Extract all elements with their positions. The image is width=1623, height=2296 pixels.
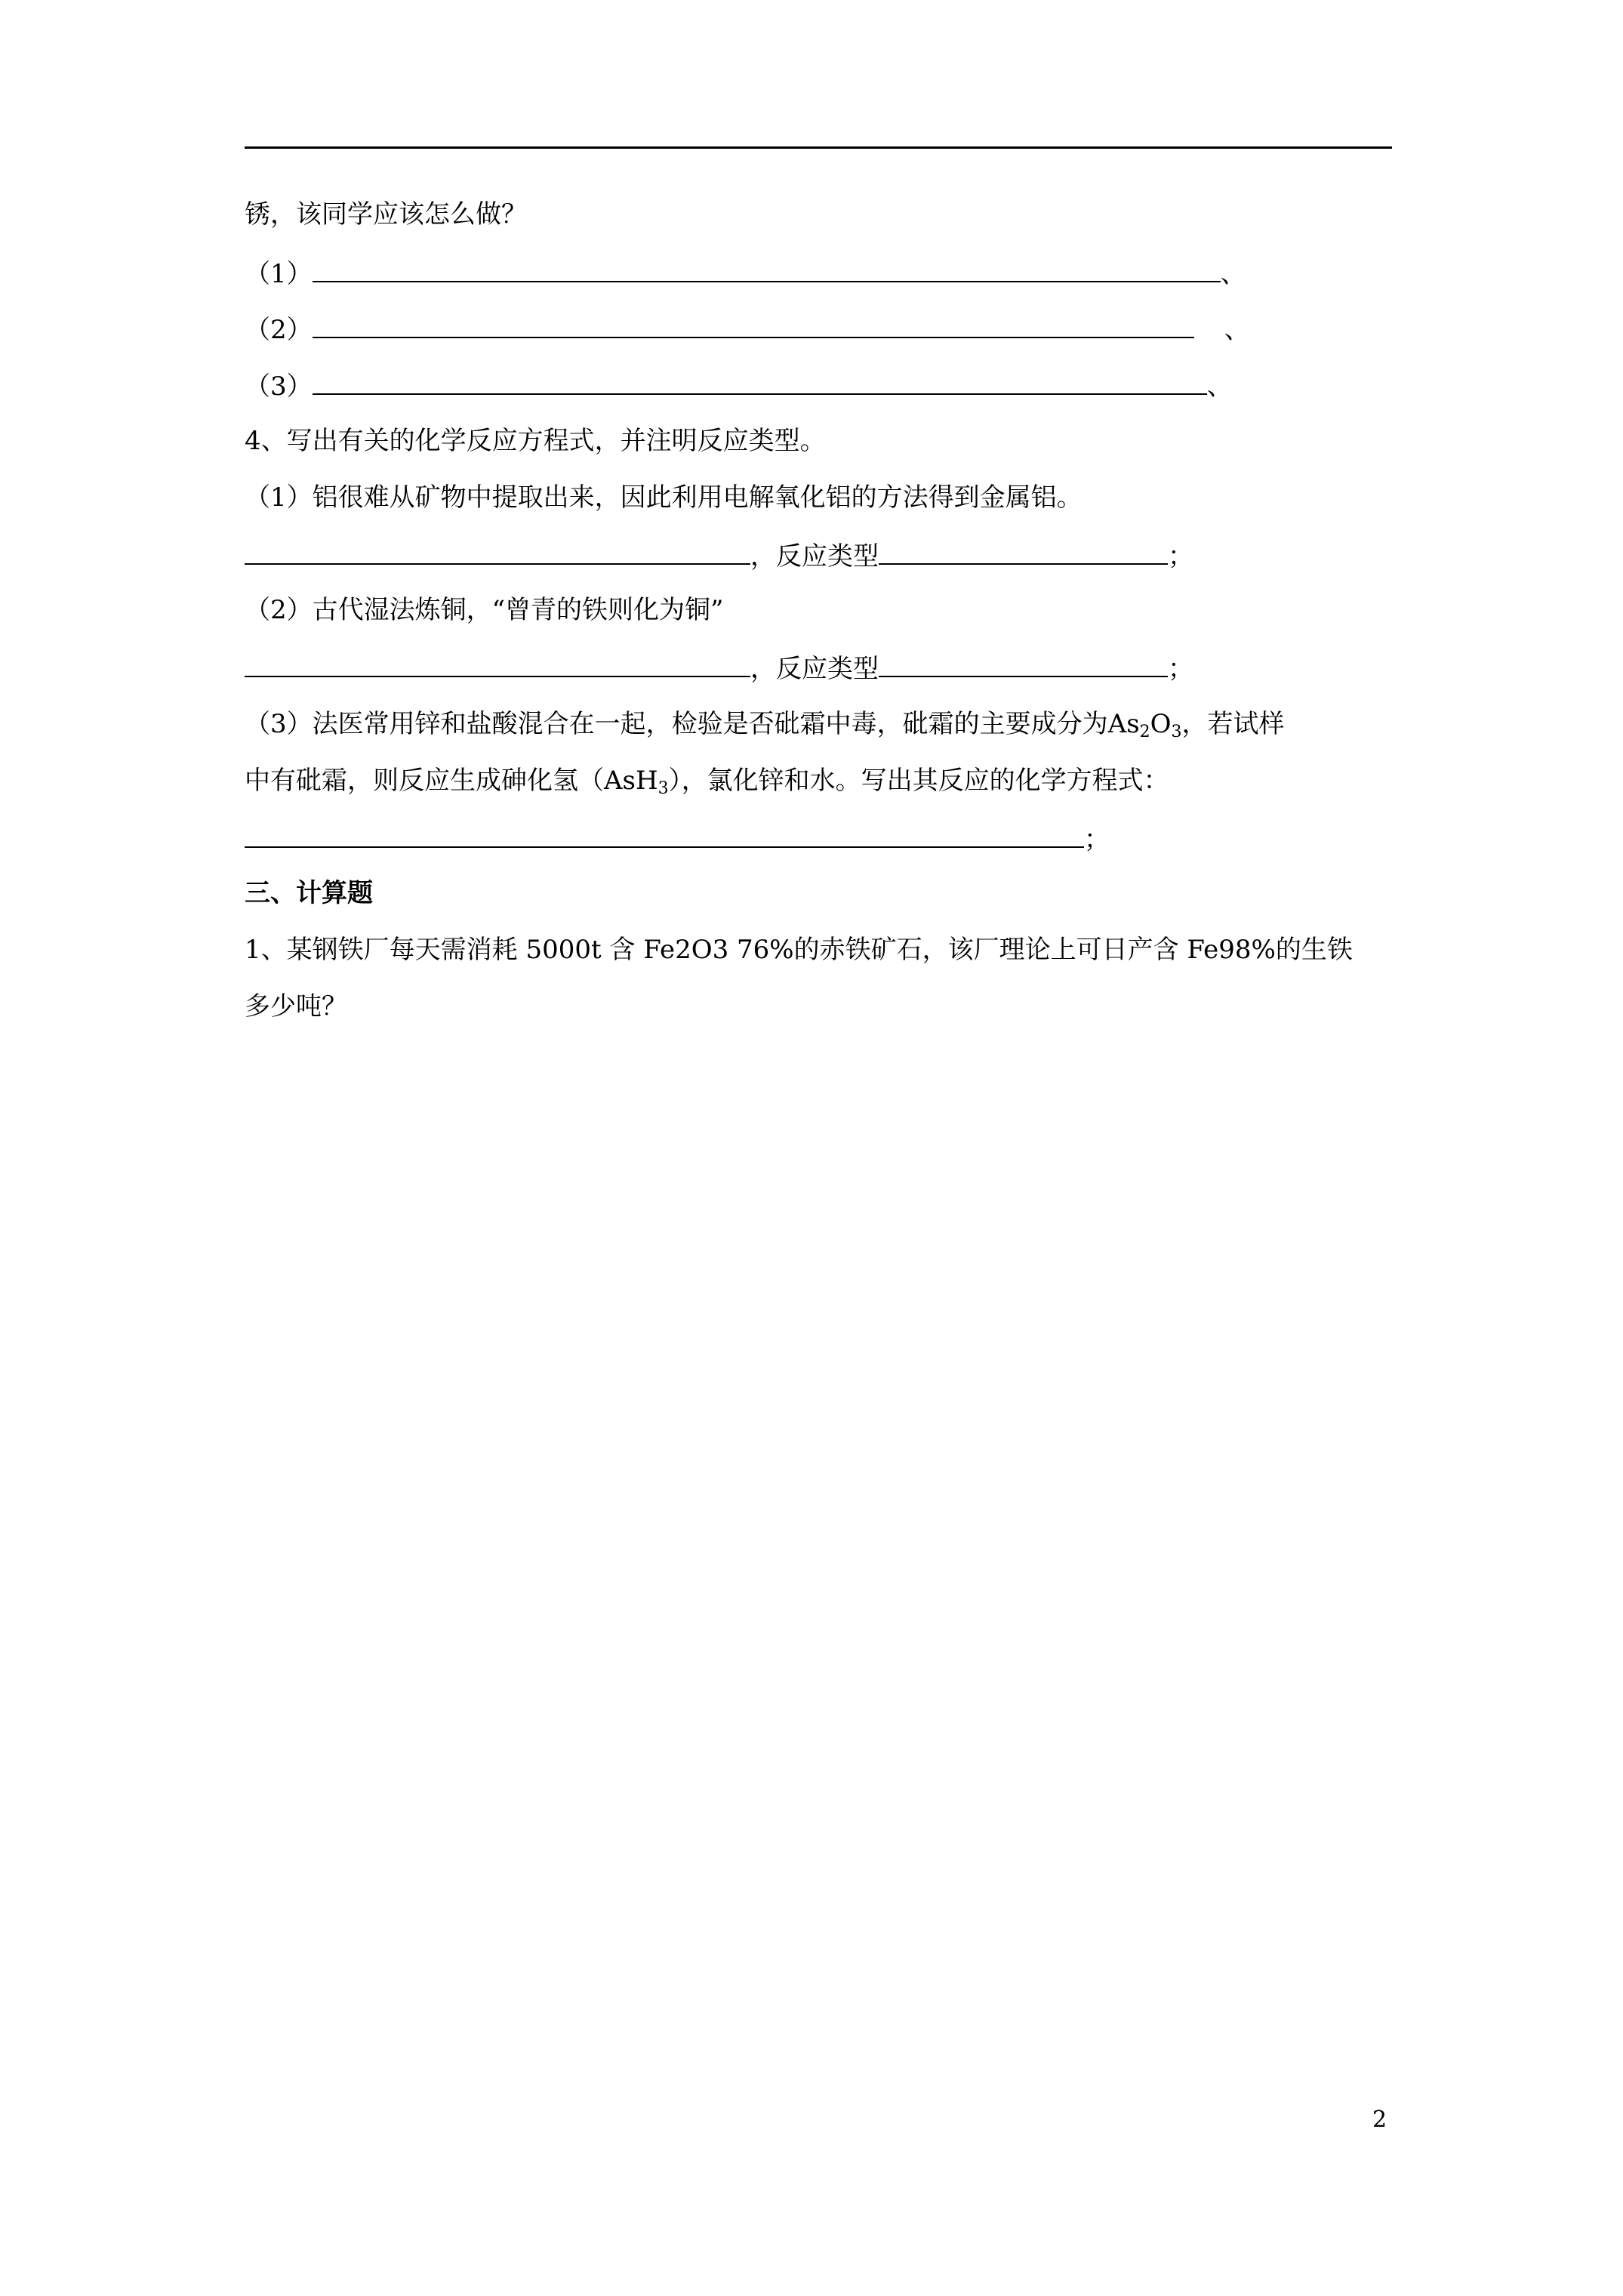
rust-item-3-blank[interactable]	[313, 368, 1207, 395]
rust-item-2-blank[interactable]	[313, 311, 1194, 338]
section3-heading: 三、计算题	[245, 878, 373, 908]
q4-part2-answer	[245, 650, 1193, 686]
section3-q1-line1: 1、某钢铁厂每天需消耗 5000t 含 Fe2O3 76%的赤铁矿石，该厂理论上可日产含 Fe98%的生铁	[245, 935, 1353, 965]
rust-item-2-end: 、	[1224, 315, 1250, 345]
q4-part1-equation-blank[interactable]	[245, 538, 750, 565]
page-number: 2	[1372, 2106, 1387, 2133]
continuation-text: 锈，该同学应该怎么做？	[245, 199, 527, 230]
rust-item-3-end: 、	[1206, 371, 1233, 402]
rust-item-2	[245, 311, 1250, 347]
q4-part3-line2	[245, 764, 1169, 797]
rust-item-1	[245, 255, 1246, 291]
formula-subscript-2: 2	[1139, 723, 1150, 741]
formula-subscript-3: 3	[1171, 723, 1182, 741]
section3-q1-line2: 多少吨？	[245, 991, 347, 1022]
q4-part3-text-c: 中有砒霜，则反应生成砷化氢（AsH	[245, 766, 658, 796]
q4-part3-line1	[245, 707, 1285, 741]
q4-part3-text-b: ，若试样	[1181, 709, 1285, 739]
semicolon: ；	[1168, 654, 1193, 684]
q4-part1: （1）铝很难从矿物中提取出来，因此利用电解氧化铝的方法得到金属铝。	[245, 482, 1083, 513]
header-rule	[245, 146, 1392, 149]
q4-part3-answer	[245, 821, 1110, 856]
q4-part2-type-blank[interactable]	[879, 650, 1168, 677]
ash3-subscript: 3	[658, 779, 669, 798]
q4-part2: （2）古代湿法炼铜，“曾青的铁则化为铜”	[245, 595, 724, 625]
reaction-type-label: ，反应类型	[750, 654, 879, 684]
formula-o: O	[1150, 709, 1172, 739]
rust-item-1-end: 、	[1220, 259, 1246, 289]
rust-item-3	[245, 368, 1233, 403]
rust-item-1-blank[interactable]	[313, 255, 1221, 282]
q4-part3-text-d: ），氯化锌和水。写出其反应的化学方程式：	[668, 766, 1169, 796]
rust-item-2-label: （2）	[245, 315, 313, 345]
q4-part1-type-blank[interactable]	[879, 538, 1168, 565]
semicolon: ；	[1168, 541, 1193, 572]
rust-item-1-label: （1）	[245, 259, 313, 289]
q4-heading: 4、写出有关的化学反应方程式，并注明反应类型。	[245, 426, 826, 456]
q4-part1-answer	[245, 538, 1193, 573]
q4-part3-text-a: （3）法医常用锌和盐酸混合在一起，检验是否砒霜中毒，砒霜的主要成分为	[245, 709, 1108, 739]
q4-part2-equation-blank[interactable]	[245, 650, 750, 677]
reaction-type-label: ，反应类型	[750, 541, 879, 572]
rust-item-3-label: （3）	[245, 371, 313, 402]
q4-part3-equation-blank[interactable]	[245, 821, 1084, 848]
formula-as: As	[1107, 709, 1140, 739]
semicolon: ；	[1084, 824, 1110, 855]
